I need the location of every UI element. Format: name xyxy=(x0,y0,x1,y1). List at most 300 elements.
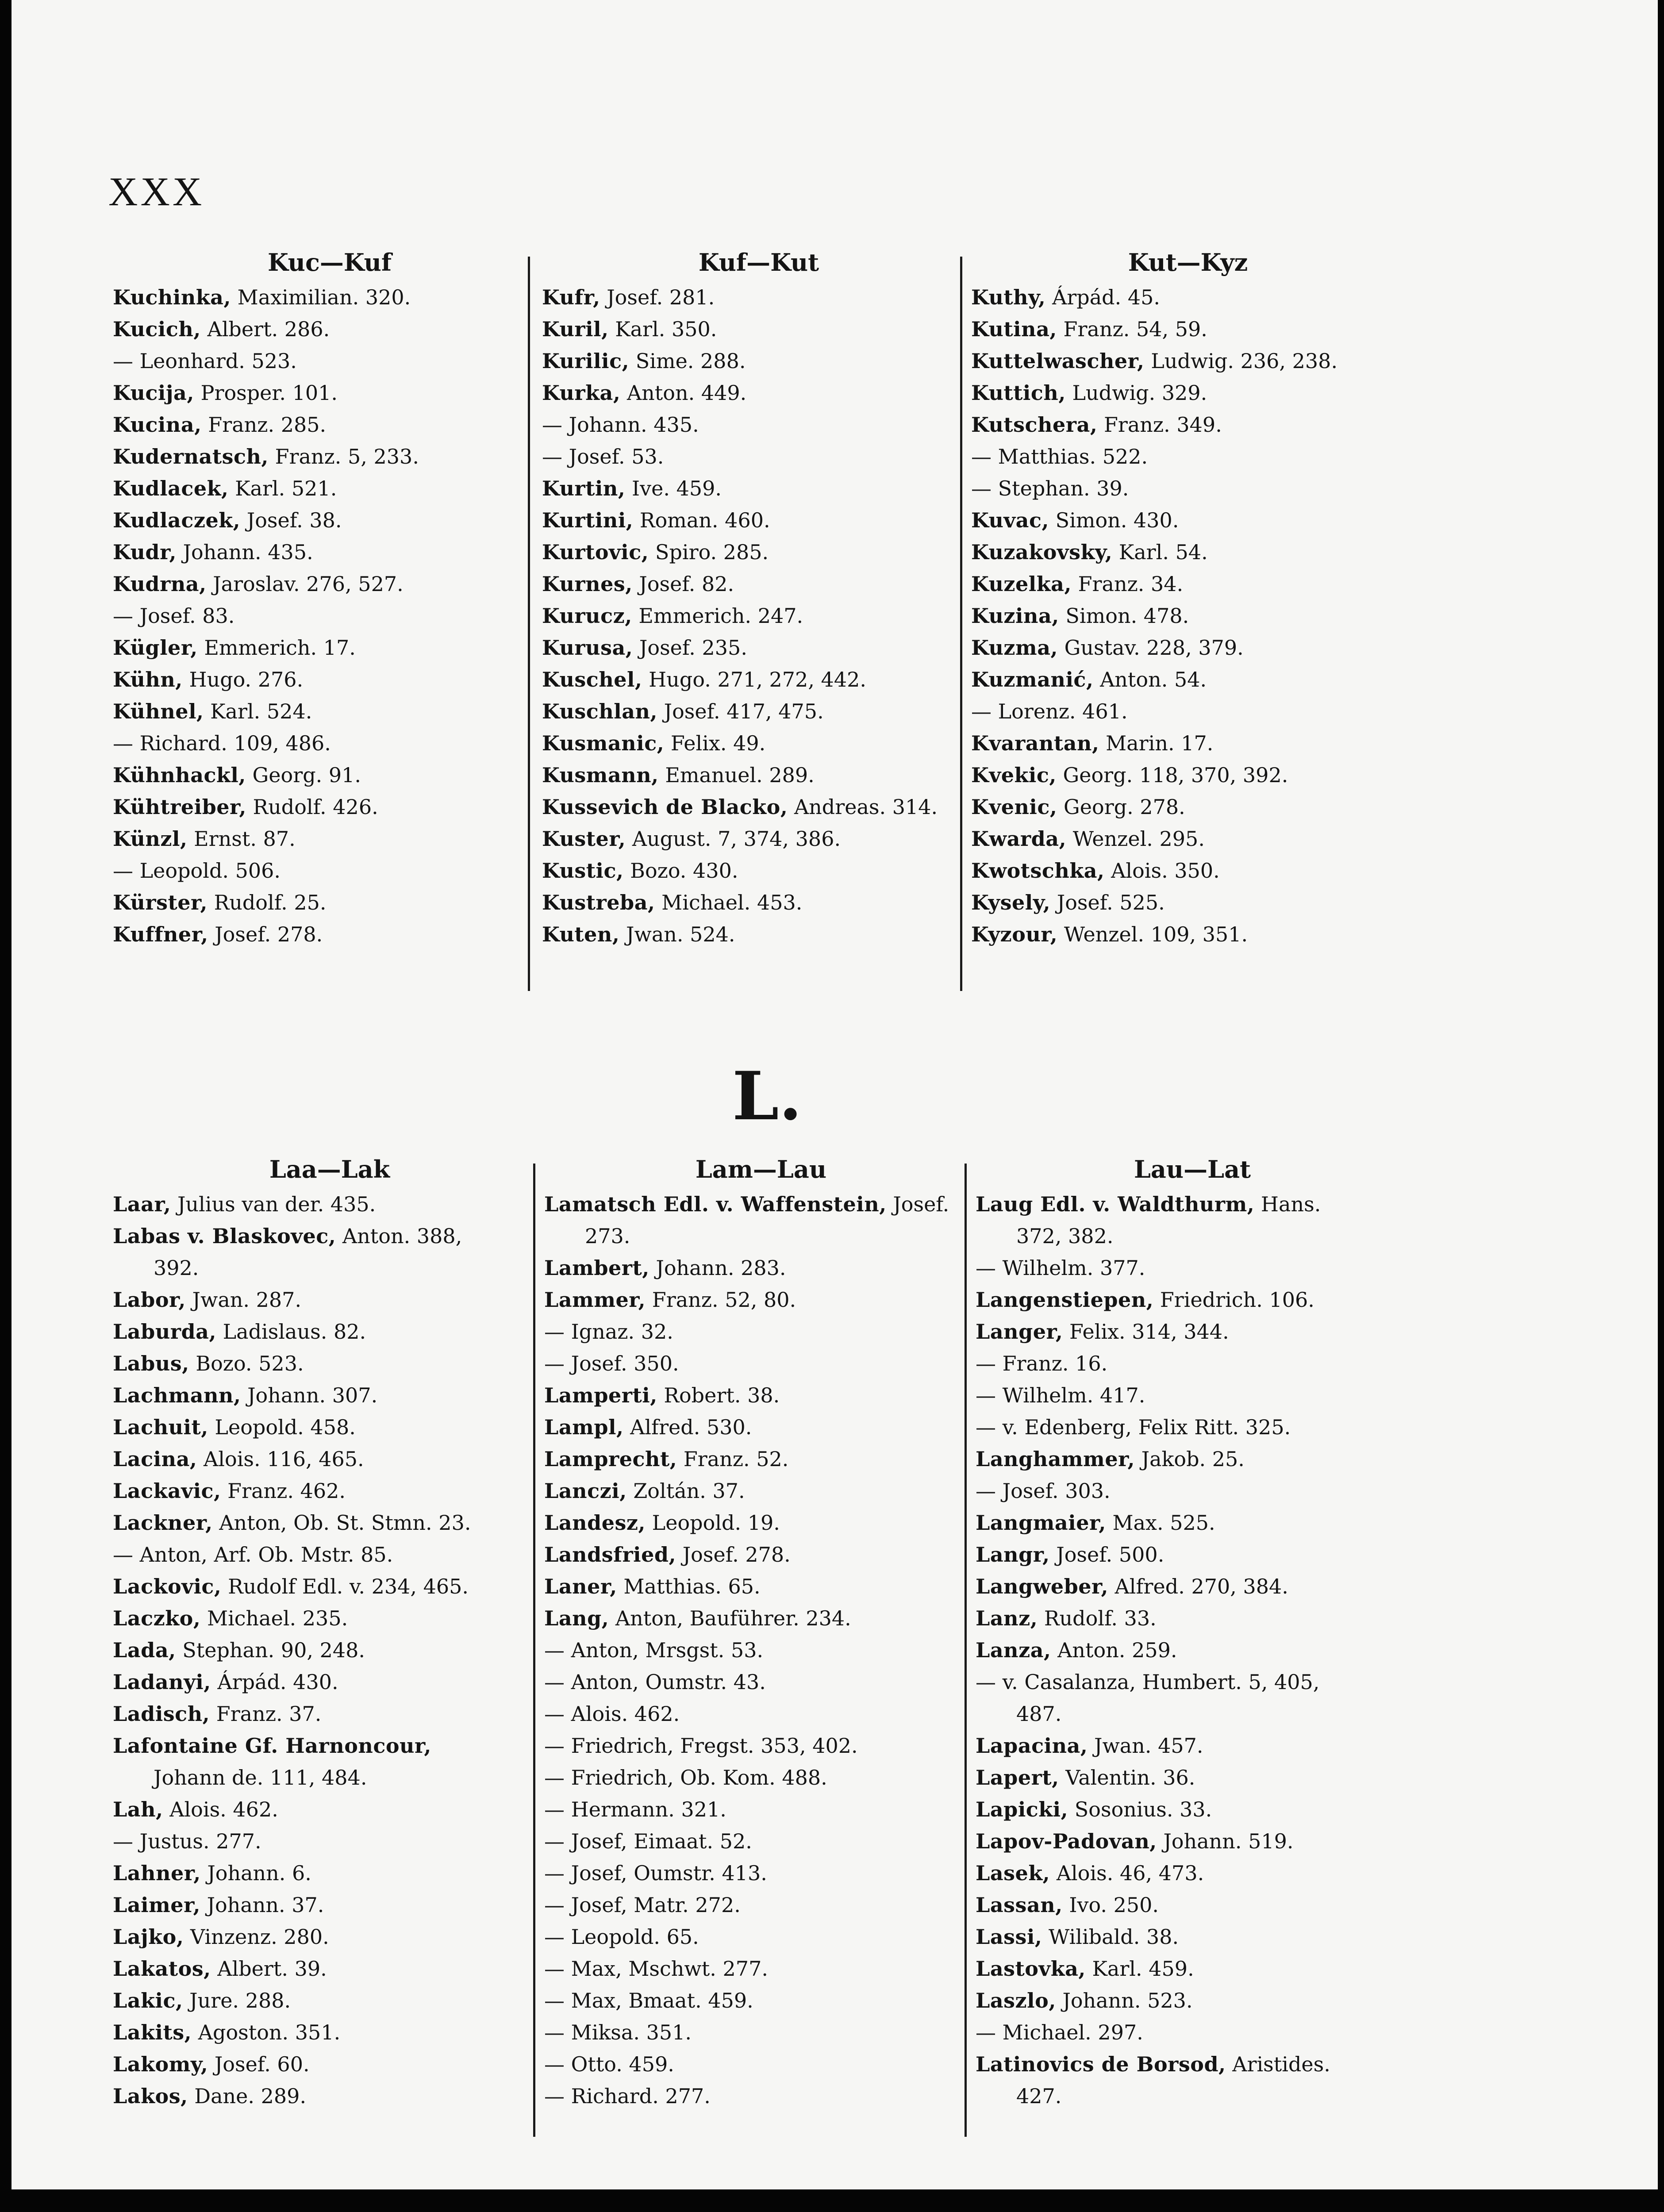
entry-details: — Ignaz. 32. xyxy=(544,1320,673,1344)
entry-details: Rudolf Edl. v. 234, 465. xyxy=(221,1575,469,1598)
entry-details: 427. xyxy=(1016,2084,1062,2108)
entry-surname: Lasek, xyxy=(976,1861,1050,1885)
entry-details: Hugo. 276. xyxy=(182,668,304,691)
entry-details: Johann. 283. xyxy=(649,1256,786,1280)
entry-details: — Stephan. 39. xyxy=(971,476,1129,500)
entry-surname: Lamprecht, xyxy=(544,1447,677,1471)
index-entry xyxy=(544,1348,978,1380)
entry-details: 273. xyxy=(585,1224,630,1248)
entry-surname: Latinovics de Borsod, xyxy=(976,2052,1226,2076)
entry-list xyxy=(971,282,1405,951)
index-entry xyxy=(971,887,1405,919)
entry-surname: Kyzour, xyxy=(971,922,1058,946)
entry-details: Andreas. 314. xyxy=(788,795,938,819)
entry-surname: Kuvac, xyxy=(971,508,1049,532)
entry-details: Sime. 288. xyxy=(629,349,746,373)
index-entry xyxy=(971,282,1405,314)
index-entry xyxy=(544,1921,978,1953)
index-entry xyxy=(113,1571,546,1603)
index-entry xyxy=(113,1444,546,1475)
entry-details: — Matthias. 522. xyxy=(971,445,1148,469)
entry-details: Jwan. 457. xyxy=(1088,1734,1203,1758)
entry-details: Gustav. 228, 379. xyxy=(1058,636,1244,660)
index-entry xyxy=(542,441,976,473)
entry-details: Wenzel. 295. xyxy=(1066,827,1205,851)
index-column-bottom-2 xyxy=(544,1152,978,2112)
index-entry xyxy=(542,696,976,728)
index-entry xyxy=(113,1889,546,1921)
index-entry xyxy=(976,1730,1409,1762)
entry-surname: Lackovic, xyxy=(113,1575,222,1598)
entry-details: Josef. 278. xyxy=(676,1543,791,1567)
entry-surname: Kurilic, xyxy=(542,349,630,373)
index-entry xyxy=(544,1667,978,1698)
entry-surname: Lajko, xyxy=(113,1925,184,1949)
entry-details: Josef. xyxy=(886,1192,949,1216)
index-entry xyxy=(113,1953,546,1985)
index-entry xyxy=(544,1380,978,1412)
entry-list xyxy=(976,1189,1409,2112)
index-entry xyxy=(113,1762,546,1794)
entry-surname: Landesz, xyxy=(544,1511,646,1535)
column-divider xyxy=(965,1164,967,2137)
entry-surname: Kwotschka, xyxy=(971,859,1105,883)
entry-details: — Wilhelm. 417. xyxy=(976,1383,1145,1407)
section-letter: L. xyxy=(732,1057,802,1135)
index-entry xyxy=(542,823,976,855)
entry-surname: Lacina, xyxy=(113,1447,197,1471)
entry-details: Franz. 52. xyxy=(677,1447,789,1471)
entry-surname: Kussevich de Blacko, xyxy=(542,795,788,819)
entry-surname: Kuthy, xyxy=(971,285,1046,309)
index-entry xyxy=(976,1412,1409,1444)
entry-surname: Kucich, xyxy=(113,317,201,341)
index-entry xyxy=(113,346,546,377)
column-heading: Kut—Kyz xyxy=(1128,248,1248,276)
entry-details: Albert. 286. xyxy=(200,317,330,341)
entry-details: Sosonius. 33. xyxy=(1068,1797,1212,1821)
entry-details: Leopold. 19. xyxy=(646,1511,780,1535)
index-entry xyxy=(542,282,976,314)
index-entry xyxy=(113,919,546,951)
entry-details: — Josef, Matr. 272. xyxy=(544,1893,741,1917)
entry-details: Emmerich. 247. xyxy=(632,604,803,628)
entry-surname: Lapacina, xyxy=(976,1734,1088,1758)
index-entry xyxy=(544,1889,978,1921)
entry-details: Alfred. 270, 384. xyxy=(1108,1575,1288,1598)
index-entry xyxy=(544,1539,978,1571)
entry-details: Dane. 289. xyxy=(188,2084,307,2108)
entry-surname: Kuten, xyxy=(542,922,620,946)
entry-surname: Kuzina, xyxy=(971,604,1059,628)
entry-details: — Leonhard. 523. xyxy=(113,349,297,373)
entry-surname: Kühtreiber, xyxy=(113,795,246,819)
index-entry xyxy=(976,1444,1409,1475)
entry-details: Alois. 462. xyxy=(163,1797,278,1821)
entry-surname: Lambert, xyxy=(544,1256,649,1280)
entry-surname: Kustreba, xyxy=(542,891,655,914)
entry-details: Ludwig. 329. xyxy=(1065,381,1207,405)
entry-surname: Kustic, xyxy=(542,859,624,883)
entry-details: Felix. 314, 344. xyxy=(1063,1320,1229,1344)
index-entry xyxy=(544,2017,978,2049)
entry-details: — Michael. 297. xyxy=(976,2020,1143,2044)
index-entry xyxy=(976,1252,1409,1284)
entry-details: August. 7, 374, 386. xyxy=(626,827,841,851)
entry-details: Alfred. 530. xyxy=(623,1415,752,1439)
entry-surname: Lamperti, xyxy=(544,1383,657,1407)
index-entry xyxy=(976,1953,1409,1985)
index-entry xyxy=(113,696,546,728)
entry-details: Franz. 37. xyxy=(210,1702,322,1726)
index-entry xyxy=(113,2017,546,2049)
entry-details: — Anton, Arf. Ob. Mstr. 85. xyxy=(113,1543,393,1567)
entry-details: — Josef, Oumstr. 413. xyxy=(544,1861,767,1885)
entry-surname: Laug Edl. v. Waldthurm, xyxy=(976,1192,1255,1216)
index-entry xyxy=(113,473,546,505)
index-entry xyxy=(113,314,546,346)
entry-details: Anton. 54. xyxy=(1093,668,1207,691)
index-entry xyxy=(113,632,546,664)
index-entry xyxy=(113,728,546,760)
entry-details: Prosper. 101. xyxy=(194,381,338,405)
index-entry xyxy=(113,1794,546,1826)
entry-surname: Kühnel, xyxy=(113,699,204,723)
index-column-top-1 xyxy=(113,246,546,951)
index-entry xyxy=(544,1953,978,1985)
index-entry xyxy=(113,2049,546,2081)
index-entry xyxy=(976,1667,1409,1698)
entry-surname: Künzl, xyxy=(113,827,188,851)
index-entry xyxy=(542,664,976,696)
entry-surname: Kudlacek, xyxy=(113,476,229,500)
entry-details: Bozo. 430. xyxy=(623,859,738,883)
entry-details: Alois. 116, 465. xyxy=(197,1447,364,1471)
index-entry xyxy=(976,1221,1409,1252)
entry-surname: Kysely, xyxy=(971,891,1051,914)
entry-surname: Lachmann, xyxy=(113,1383,241,1407)
entry-surname: Lakatos, xyxy=(113,1957,211,1981)
entry-details: Friedrich. 106. xyxy=(1153,1288,1314,1312)
entry-details: Valentin. 36. xyxy=(1059,1766,1195,1790)
entry-surname: Lafontaine Gf. Harnoncour, xyxy=(113,1734,431,1758)
entry-details: Jakob. 25. xyxy=(1135,1447,1245,1471)
index-entry xyxy=(544,1475,978,1507)
index-entry xyxy=(542,919,976,951)
entry-details: — Alois. 462. xyxy=(544,1702,680,1726)
entry-surname: Kügler, xyxy=(113,636,198,660)
entry-surname: Kvenic, xyxy=(971,795,1057,819)
index-entry xyxy=(976,1316,1409,1348)
entry-surname: Kufr, xyxy=(542,285,600,309)
index-entry xyxy=(542,568,976,600)
entry-surname: Ladanyi, xyxy=(113,1670,211,1694)
entry-details: Wenzel. 109, 351. xyxy=(1057,922,1248,946)
index-entry xyxy=(544,1284,978,1316)
entry-details: — Josef. 303. xyxy=(976,1479,1111,1503)
index-entry xyxy=(971,696,1405,728)
entry-details: Aristides. xyxy=(1226,2052,1330,2076)
entry-surname: Kurusa, xyxy=(542,636,633,660)
entry-surname: Lah, xyxy=(113,1797,163,1821)
entry-surname: Landsfried, xyxy=(544,1543,676,1567)
index-entry xyxy=(113,1603,546,1635)
index-entry xyxy=(542,537,976,568)
entry-details: Johann. 6. xyxy=(200,1861,311,1885)
index-entry xyxy=(542,760,976,791)
entry-details: — Josef. 350. xyxy=(544,1352,679,1375)
entry-details: Anton. 449. xyxy=(620,381,747,405)
entry-surname: Lapicki, xyxy=(976,1797,1068,1821)
entry-surname: Langenstiepen, xyxy=(976,1288,1154,1312)
entry-surname: Langr, xyxy=(976,1543,1050,1567)
index-entry xyxy=(542,887,976,919)
entry-surname: Lachuit, xyxy=(113,1415,208,1439)
entry-surname: Ladisch, xyxy=(113,1702,210,1726)
entry-details: Josef. 82. xyxy=(632,572,734,596)
entry-surname: Kutina, xyxy=(971,317,1057,341)
entry-surname: Kuttelwascher, xyxy=(971,349,1145,373)
entry-list xyxy=(544,1189,978,2112)
entry-surname: Kurucz, xyxy=(542,604,632,628)
column-divider xyxy=(528,257,530,991)
entry-surname: Kuffner, xyxy=(113,922,208,946)
entry-details: 372, 382. xyxy=(1016,1224,1114,1248)
entry-surname: Langer, xyxy=(976,1320,1063,1344)
entry-details: Hans. xyxy=(1254,1192,1321,1216)
entry-details: Karl. 54. xyxy=(1112,540,1208,564)
index-entry xyxy=(113,760,546,791)
entry-details: Árpád. 430. xyxy=(211,1670,338,1694)
index-entry xyxy=(113,1667,546,1698)
page-number: XXX xyxy=(108,169,205,214)
index-entry xyxy=(544,1794,978,1826)
entry-surname: Lakits, xyxy=(113,2020,192,2044)
index-entry xyxy=(976,1698,1409,1730)
index-entry xyxy=(976,1921,1409,1953)
index-entry xyxy=(544,2081,978,2112)
index-entry xyxy=(971,760,1405,791)
entry-surname: Kuster, xyxy=(542,827,626,851)
entry-details: Josef. 525. xyxy=(1050,891,1165,914)
column-divider xyxy=(533,1164,535,2137)
entry-details: Ludwig. 236, 238. xyxy=(1144,349,1338,373)
entry-details: — Justus. 277. xyxy=(113,1829,261,1853)
index-entry xyxy=(971,537,1405,568)
entry-surname: Laburda, xyxy=(113,1320,216,1344)
index-entry xyxy=(971,664,1405,696)
entry-surname: Lapert, xyxy=(976,1766,1059,1790)
entry-details: Josef. 281. xyxy=(600,285,715,309)
index-entry xyxy=(544,1603,978,1635)
entry-details: Spiro. 285. xyxy=(649,540,769,564)
entry-details: Ive. 459. xyxy=(625,476,722,500)
index-entry xyxy=(542,505,976,537)
index-column-top-3 xyxy=(971,246,1405,951)
index-entry xyxy=(113,1316,546,1348)
entry-details: — Friedrich, Fregst. 353, 402. xyxy=(544,1734,858,1758)
index-entry xyxy=(976,1539,1409,1571)
entry-surname: Kuschel, xyxy=(542,668,642,691)
entry-surname: Langhammer, xyxy=(976,1447,1135,1471)
index-entry xyxy=(976,1189,1409,1221)
index-entry xyxy=(976,1635,1409,1667)
index-entry xyxy=(976,1826,1409,1858)
entry-surname: Lakomy, xyxy=(113,2052,208,2076)
entry-surname: Lakos, xyxy=(113,2084,188,2108)
entry-details: Johann. 307. xyxy=(241,1383,378,1407)
entry-details: Franz. 52, 80. xyxy=(646,1288,796,1312)
index-entry xyxy=(113,1858,546,1889)
entry-list xyxy=(113,1189,546,2112)
entry-surname: Lapov-Padovan, xyxy=(976,1829,1157,1853)
entry-surname: Kuschlan, xyxy=(542,699,658,723)
entry-surname: Kutschera, xyxy=(971,413,1098,437)
entry-details: Max. 525. xyxy=(1106,1511,1215,1535)
entry-details: Jure. 288. xyxy=(183,1989,291,2012)
entry-details: — v. Casalanza, Humbert. 5, 405, xyxy=(976,1670,1320,1694)
index-entry xyxy=(542,346,976,377)
index-entry xyxy=(976,1858,1409,1889)
entry-details: Jwan. 524. xyxy=(619,922,735,946)
entry-surname: Kucina, xyxy=(113,413,202,437)
entry-surname: Labas v. Blaskovec, xyxy=(113,1224,336,1248)
entry-surname: Lahner, xyxy=(113,1861,201,1885)
index-entry xyxy=(542,855,976,887)
index-entry xyxy=(542,728,976,760)
entry-surname: Kürster, xyxy=(113,891,208,914)
entry-details: — Leopold. 506. xyxy=(113,859,281,883)
entry-details: Karl. 524. xyxy=(204,699,312,723)
index-column-bottom-1 xyxy=(113,1152,546,2112)
index-entry xyxy=(113,505,546,537)
entry-details: — Josef. 83. xyxy=(113,604,235,628)
entry-details: Simon. 478. xyxy=(1059,604,1189,628)
entry-surname: Langmaier, xyxy=(976,1511,1106,1535)
entry-details: Emanuel. 289. xyxy=(658,763,815,787)
entry-surname: Kurtin, xyxy=(542,476,626,500)
entry-surname: Laszlo, xyxy=(976,1989,1056,2012)
entry-details: 487. xyxy=(1016,1702,1062,1726)
index-entry xyxy=(971,441,1405,473)
index-entry xyxy=(971,632,1405,664)
index-entry xyxy=(113,1507,546,1539)
entry-details: Karl. 459. xyxy=(1085,1957,1194,1981)
entry-details: — Max, Bmaat. 459. xyxy=(544,1989,753,2012)
entry-details: Leopold. 458. xyxy=(208,1415,356,1439)
entry-surname: Lackner, xyxy=(113,1511,213,1535)
index-entry xyxy=(113,1348,546,1380)
index-entry xyxy=(544,1444,978,1475)
index-entry xyxy=(971,568,1405,600)
index-entry xyxy=(976,1603,1409,1635)
index-entry xyxy=(542,314,976,346)
entry-details: Rudolf. 25. xyxy=(207,891,327,914)
index-entry xyxy=(542,791,976,823)
index-entry xyxy=(113,664,546,696)
index-entry xyxy=(976,1284,1409,1316)
index-entry xyxy=(971,377,1405,409)
index-entry xyxy=(971,791,1405,823)
entry-details: Emmerich. 17. xyxy=(197,636,356,660)
entry-details: Josef. 38. xyxy=(240,508,342,532)
index-entry xyxy=(544,1412,978,1444)
index-entry xyxy=(113,1985,546,2017)
index-entry xyxy=(971,409,1405,441)
entry-surname: Kwarda, xyxy=(971,827,1067,851)
index-entry xyxy=(544,1507,978,1539)
entry-details: Ernst. 87. xyxy=(187,827,296,851)
index-entry xyxy=(971,919,1405,951)
index-entry xyxy=(113,1189,546,1221)
index-entry xyxy=(976,1985,1409,2017)
column-heading: Kuf—Kut xyxy=(698,248,819,276)
entry-surname: Lanz, xyxy=(976,1606,1038,1630)
entry-details: — Richard. 277. xyxy=(544,2084,711,2108)
entry-details: Josef. 500. xyxy=(1049,1543,1164,1567)
entry-details: Vinzenz. 280. xyxy=(184,1925,329,1949)
entry-surname: Kurnes, xyxy=(542,572,633,596)
entry-details: Josef. 278. xyxy=(208,922,323,946)
entry-surname: Laimer, xyxy=(113,1893,200,1917)
index-entry xyxy=(544,1635,978,1667)
entry-details: Jaroslav. 276, 527. xyxy=(206,572,404,596)
entry-surname: Kuzma, xyxy=(971,636,1058,660)
index-entry xyxy=(544,1571,978,1603)
index-entry xyxy=(113,1698,546,1730)
index-entry xyxy=(113,568,546,600)
entry-details: Wilibald. 38. xyxy=(1042,1925,1179,1949)
entry-details: — Richard. 109, 486. xyxy=(113,731,331,755)
entry-details: — Hermann. 321. xyxy=(544,1797,726,1821)
index-entry xyxy=(113,282,546,314)
entry-surname: Lang, xyxy=(544,1606,609,1630)
index-entry xyxy=(113,1921,546,1953)
entry-details: Jwan. 287. xyxy=(185,1288,302,1312)
index-entry xyxy=(542,377,976,409)
index-entry xyxy=(542,600,976,632)
entry-surname: Laczko, xyxy=(113,1606,201,1630)
index-entry xyxy=(113,441,546,473)
entry-details: Johann. 37. xyxy=(200,1893,324,1917)
entry-surname: Lastovka, xyxy=(976,1957,1086,1981)
entry-details: — Friedrich, Ob. Kom. 488. xyxy=(544,1766,827,1790)
index-entry xyxy=(976,1507,1409,1539)
index-entry xyxy=(113,1635,546,1667)
entry-details: Franz. 5, 233. xyxy=(268,445,419,469)
entry-details: Rudolf. 33. xyxy=(1038,1606,1157,1630)
entry-details: Anton. 259. xyxy=(1051,1638,1177,1662)
entry-list xyxy=(542,282,976,951)
column-heading: Lau—Lat xyxy=(1134,1155,1251,1183)
entry-details: Michael. 235. xyxy=(200,1606,348,1630)
entry-surname: Langweber, xyxy=(976,1575,1108,1598)
index-entry xyxy=(971,505,1405,537)
entry-details: Josef. 235. xyxy=(633,636,747,660)
entry-details: Karl. 350. xyxy=(608,317,717,341)
entry-details: — Lorenz. 461. xyxy=(971,699,1128,723)
entry-surname: Labus, xyxy=(113,1352,189,1375)
entry-details: — Otto. 459. xyxy=(544,2052,674,2076)
entry-details: Ladislaus. 82. xyxy=(216,1320,366,1344)
entry-details: Bozo. 523. xyxy=(189,1352,304,1375)
entry-surname: Kudlaczek, xyxy=(113,508,241,532)
entry-details: Michael. 453. xyxy=(655,891,803,914)
entry-details: — Johann. 435. xyxy=(542,413,699,437)
index-entry xyxy=(971,473,1405,505)
entry-details: Franz. 462. xyxy=(221,1479,346,1503)
index-entry xyxy=(544,1316,978,1348)
